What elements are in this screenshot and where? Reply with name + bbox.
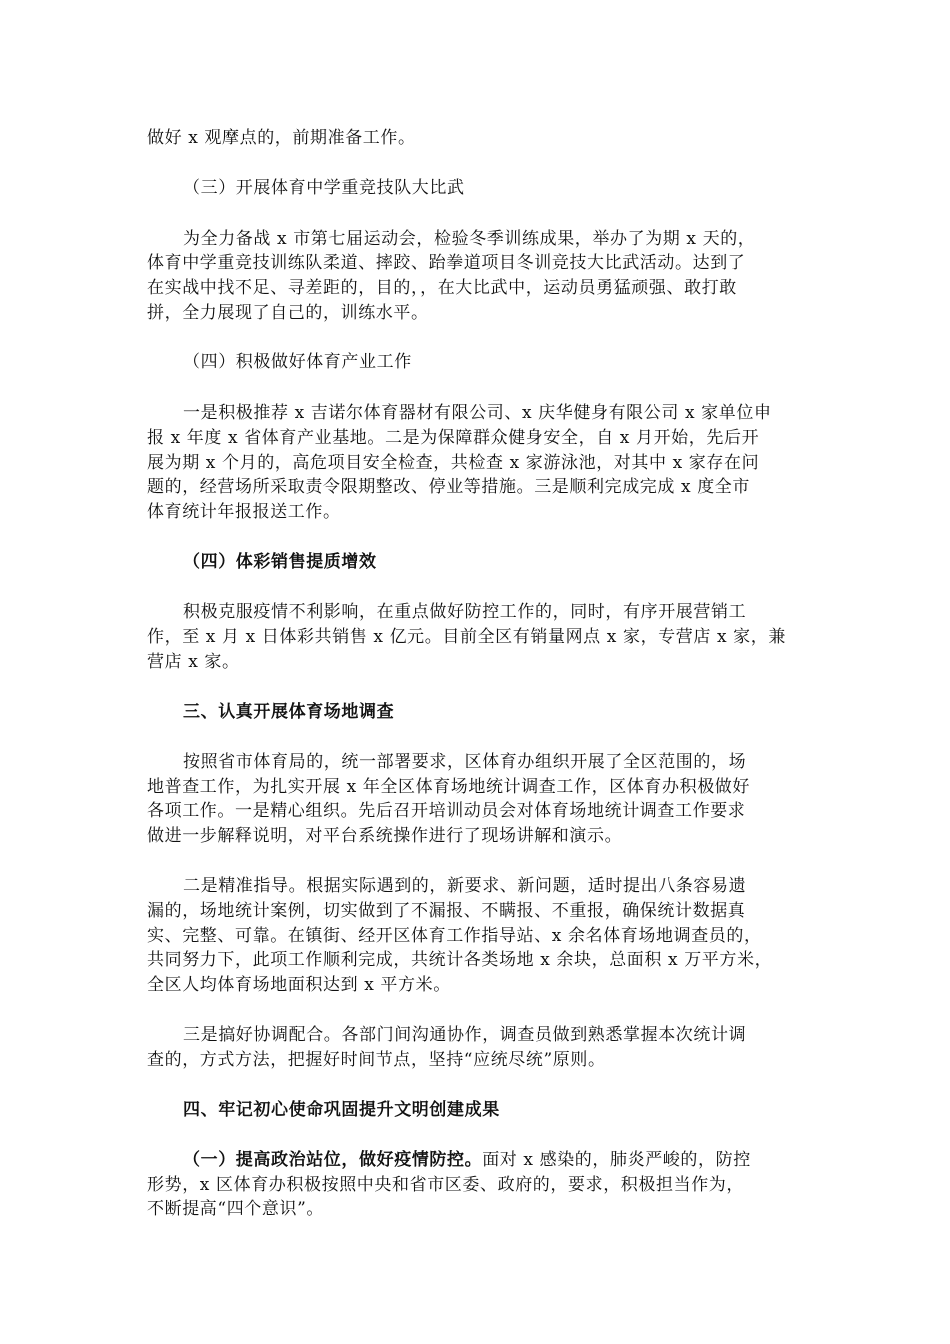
paragraph-line: 按照省市体育局的，统一部署要求，区体育办组织开展了全区范围的，场 bbox=[183, 752, 747, 772]
paragraph-line: 地普查工作，为扎实开展 x 年全区体育场地统计调查工作，区体育办积极做好 bbox=[147, 777, 750, 797]
paragraph-line: 做好 x 观摩点的，前期准备工作。 bbox=[147, 128, 416, 148]
paragraph-line: 漏的，场地统计案例，切实做到了不漏报、不瞒报、不重报，确保统计数据真 bbox=[147, 901, 746, 921]
paragraph-line: 一是积极推荐 x 吉诺尔体育器材有限公司、x 庆华健身有限公司 x 家单位申 bbox=[183, 403, 772, 423]
paragraph-line: 查的，方式方法，把握好时间节点，坚持“应统尽统”原则。 bbox=[147, 1050, 606, 1070]
paragraph-line: 积极克服疫情不利影响，在重点做好防控工作的，同时，有序开展营销工 bbox=[183, 602, 747, 622]
paragraph-line: 实、完整、可靠。在镇街、经开区体育工作指导站、x 余名体育场地调查员的， bbox=[147, 926, 762, 946]
paragraph-line: 做进一步解释说明，对平台系统操作进行了现场讲解和演示。 bbox=[147, 826, 623, 846]
inline-bold-lead: （一）提高政治站位，做好疫情防控。 bbox=[183, 1150, 483, 1170]
paragraph-line: 形势，x 区体育办积极按照中央和省市区委、政府的，要求，积极担当作为， bbox=[147, 1175, 744, 1195]
subheading-four-lottery: （四）体彩销售提质增效 bbox=[183, 552, 377, 572]
paragraph-line: 体育统计年报报送工作。 bbox=[147, 502, 341, 522]
inline-text: 面对 x 感染的，肺炎严峻的，防控 bbox=[482, 1150, 751, 1170]
paragraph-line: 在实战中找不足、寻差距的，目的，，在大比武中，运动员勇猛顽强、敢打敢 bbox=[147, 278, 737, 298]
paragraph-line: 各项工作。一是精心组织。先后召开培训动员会对体育场地统计调查工作要求 bbox=[147, 801, 746, 821]
paragraph-line: 共同努力下，此项工作顺利完成，共统计各类场地 x 余块，总面积 x 万平方米， bbox=[147, 950, 773, 970]
paragraph-line: 展为期 x 个月的，高危项目安全检查，共检查 x 家游泳池，对其中 x 家存在问 bbox=[147, 453, 760, 473]
paragraph-line: 报 x 年度 x 省体育产业基地。二是为保障群众健身安全，自 x 月开始，先后开 bbox=[147, 428, 760, 448]
paragraph-line: 题的，经营场所采取责令限期整改、停业等措施。三是顺利完成完成 x 度全市 bbox=[147, 477, 750, 497]
paragraph-line: 营店 x 家。 bbox=[147, 652, 240, 672]
subheading-four-industry: （四）积极做好体育产业工作 bbox=[183, 352, 412, 372]
paragraph-line: 二是精准指导。根据实际遇到的，新要求、新问题，适时提出八条容易遗 bbox=[183, 876, 747, 896]
section-heading-four: 四、牢记初心使命巩固提升文明创建成果 bbox=[183, 1100, 500, 1120]
subheading-three: （三）开展体育中学重竞技队大比武 bbox=[183, 178, 465, 198]
paragraph-first-line bbox=[183, 1148, 751, 1172]
paragraph-line: 拼，全力展现了自己的，训练水平。 bbox=[147, 303, 429, 323]
paragraph-line: 为全力备战 x 市第七届运动会，检验冬季训练成果，举办了为期 x 天的， bbox=[183, 229, 756, 249]
paragraph-line: 不断提高“四个意识”。 bbox=[147, 1199, 324, 1219]
paragraph-line: 体育中学重竞技训练队柔道、摔跤、跆拳道项目冬训竞技大比武活动。达到了 bbox=[147, 253, 746, 273]
paragraph-line: 全区人均体育场地面积达到 x 平方米。 bbox=[147, 975, 451, 995]
paragraph-line: 作，至 x 月 x 日体彩共销售 x 亿元。目前全区有销量网点 x 家，专营店 x 家，兼 bbox=[147, 627, 786, 647]
paragraph-line: 三是搞好协调配合。各部门间沟通协作，调查员做到熟悉掌握本次统计调 bbox=[183, 1025, 747, 1045]
section-heading-three: 三、认真开展体育场地调查 bbox=[183, 702, 395, 722]
